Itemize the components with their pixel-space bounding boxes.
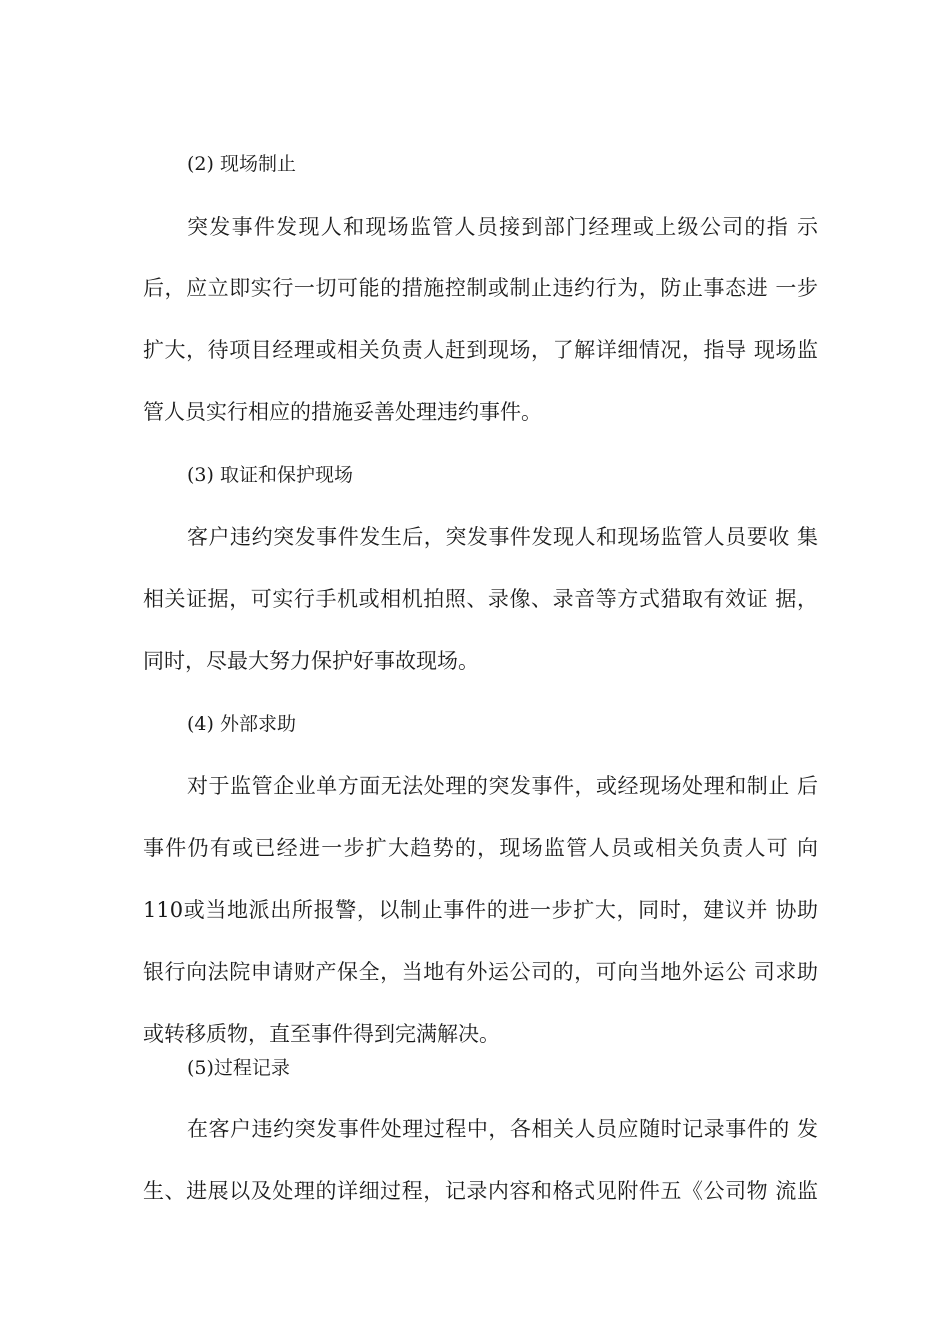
- section-heading: (2) 现场制止: [187, 153, 296, 175]
- paragraph-line: 管人员实行相应的措施妥善处理违约事件。: [143, 400, 542, 424]
- paragraph-line: 生、进展以及处理的详细过程，记录内容和格式见附件五《公司物 流监: [143, 1179, 818, 1203]
- paragraph-line: 后，应立即实行一切可能的措施控制或制止违约行为，防止事态进 一步: [143, 276, 818, 300]
- paragraph-line: 或转移质物，直至事件得到完满解决。: [143, 1022, 500, 1046]
- section-heading: (3) 取证和保护现场: [187, 464, 353, 486]
- paragraph-line: 银行向法院申请财产保全，当地有外运公司的，可向当地外运公 司求助: [143, 960, 818, 984]
- paragraph-line: 事件仍有或已经进一步扩大趋势的，现场监管人员或相关负责人可 向: [143, 836, 818, 860]
- paragraph-line: 对于监管企业单方面无法处理的突发事件，或经现场处理和制止 后: [187, 774, 818, 798]
- paragraph-line: 110或当地派出所报警，以制止事件的进一步扩大，同时，建议并 协助: [143, 898, 818, 922]
- section-heading: (5)过程记录: [187, 1057, 290, 1079]
- paragraph-line: 相关证据，可实行手机或相机拍照、录像、录音等方式猎取有效证 据，: [143, 587, 818, 611]
- paragraph-line: 扩大，待项目经理或相关负责人赶到现场，了解详细情况，指导 现场监: [143, 338, 818, 362]
- paragraph-line: 客户违约突发事件发生后，突发事件发现人和现场监管人员要收 集: [187, 525, 818, 549]
- paragraph-line: 同时，尽最大努力保护好事故现场。: [143, 649, 479, 673]
- paragraph-line: 在客户违约突发事件处理过程中，各相关人员应随时记录事件的 发: [187, 1117, 818, 1141]
- paragraph-line: 突发事件发现人和现场监管人员接到部门经理或上级公司的指 示: [187, 215, 818, 239]
- section-heading: (4) 外部求助: [187, 713, 296, 735]
